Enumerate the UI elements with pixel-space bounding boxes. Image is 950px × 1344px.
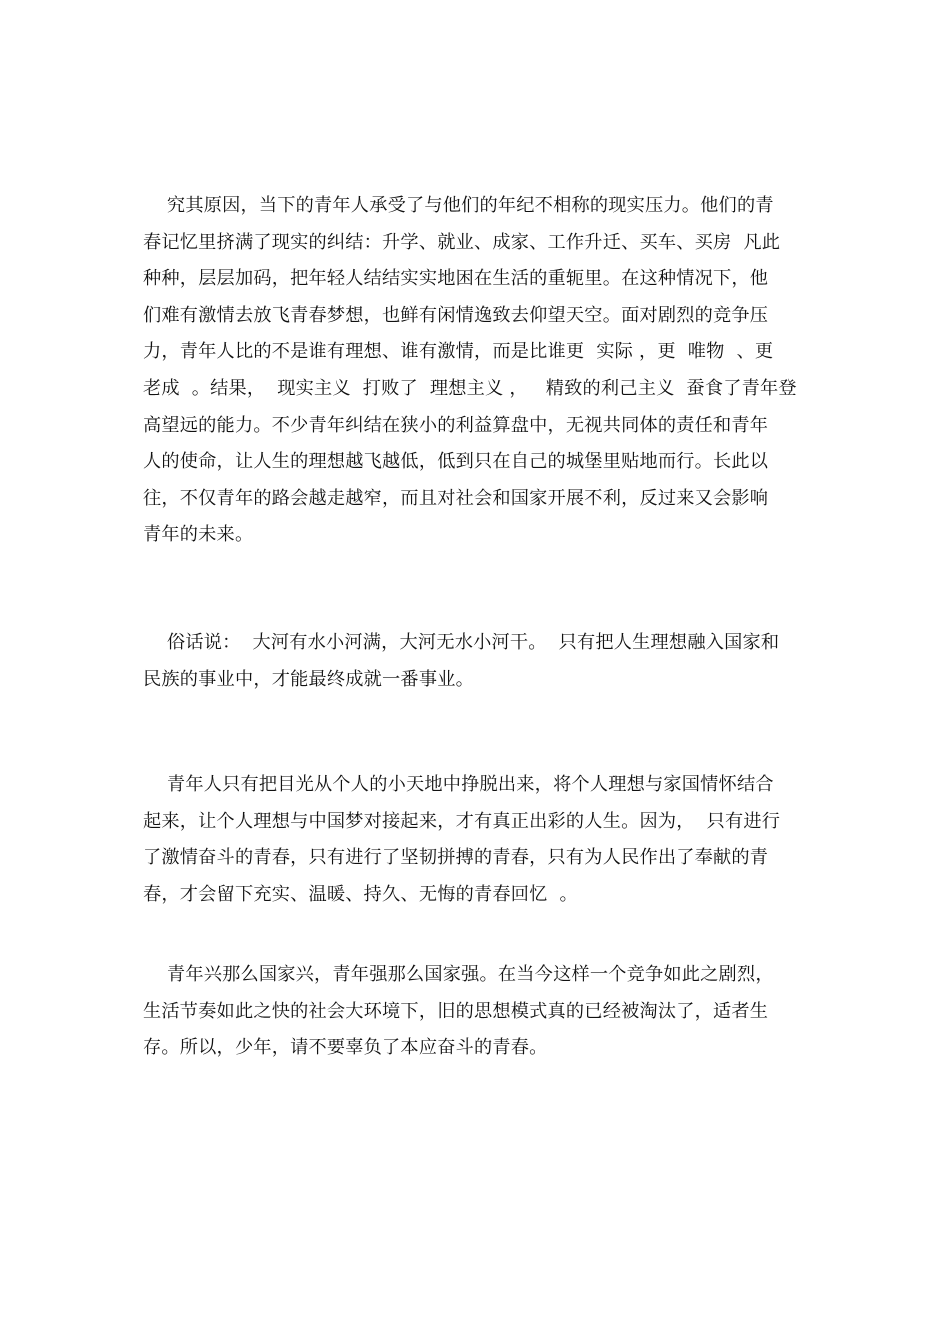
text-line: 高望远的能力。不少青年纠结在狭小的利益算盘中，无视共同体的责任和青年 [143,414,769,436]
text-line: 起来，让个人理想与中国梦对接起来，才有真正出彩的人生。因为， 只有进行 [143,810,781,832]
text-line: 种种，层层加码，把年轻人结结实实地困在生活的重轭里。在这种情况下，他 [143,268,769,290]
text-line: 存。所以，少年，请不要辜负了本应奋斗的青春。 [143,1037,548,1059]
text-line: 人的使命，让人生的理想越飞越低，低到只在自己的城堡里贴地而行。长此以 [143,451,769,473]
text-line: 了激情奋斗的青春，只有进行了坚韧拼搏的青春，只有为人民作出了奉献的青 [143,847,769,869]
text-line: 青年的未来。 [143,524,254,546]
paragraph-3 [143,767,808,913]
text-line: 青年兴那么国家兴，青年强那么国家强。在当今这样一个竞争如此之剧烈， [143,964,774,985]
text-line: 生活节奏如此之快的社会大环境下，旧的思想模式真的已经被淘汰了，适者生 [143,1000,769,1022]
text-line: 力，青年人比的不是谁有理想、谁有激情，而是比谁更 实际 ，更 唯物 、更 [143,341,774,363]
paragraph-4 [143,957,808,1067]
paragraph-1 [143,188,808,554]
text-line: 青年人只有把目光从个人的小天地中挣脱出来，将个人理想与家国情怀结合 [143,774,774,795]
text-line: 们难有激情去放飞青春梦想，也鲜有闲情逸致去仰望天空。面对剧烈的竞争压 [143,304,769,326]
text-line: 俗话说： 大河有水小河满，大河无水小河干。 只有把人生理想融入国家和 [143,632,780,653]
text-line: 究其原因，当下的青年人承受了与他们的年纪不相称的现实压力。他们的青 [143,195,774,216]
text-line: 老成 。结果， 现实主义 打败了 理想主义 ， 精致的利己主义 蚕食了青年登 [143,377,797,399]
text-line: 往，不仅青年的路会越走越窄，而且对社会和国家开展不利，反过来又会影响 [143,487,769,509]
text-line: 民族的事业中，才能最终成就一番事业。 [143,668,474,690]
text-line: 春，才会留下充实、温暖、持久、无悔的青春回忆 。 [143,883,578,905]
paragraph-2 [143,625,808,698]
text-line: 春记忆里挤满了现实的纠结：升学、就业、成家、工作升迁、买车、买房 凡此 [143,231,781,253]
